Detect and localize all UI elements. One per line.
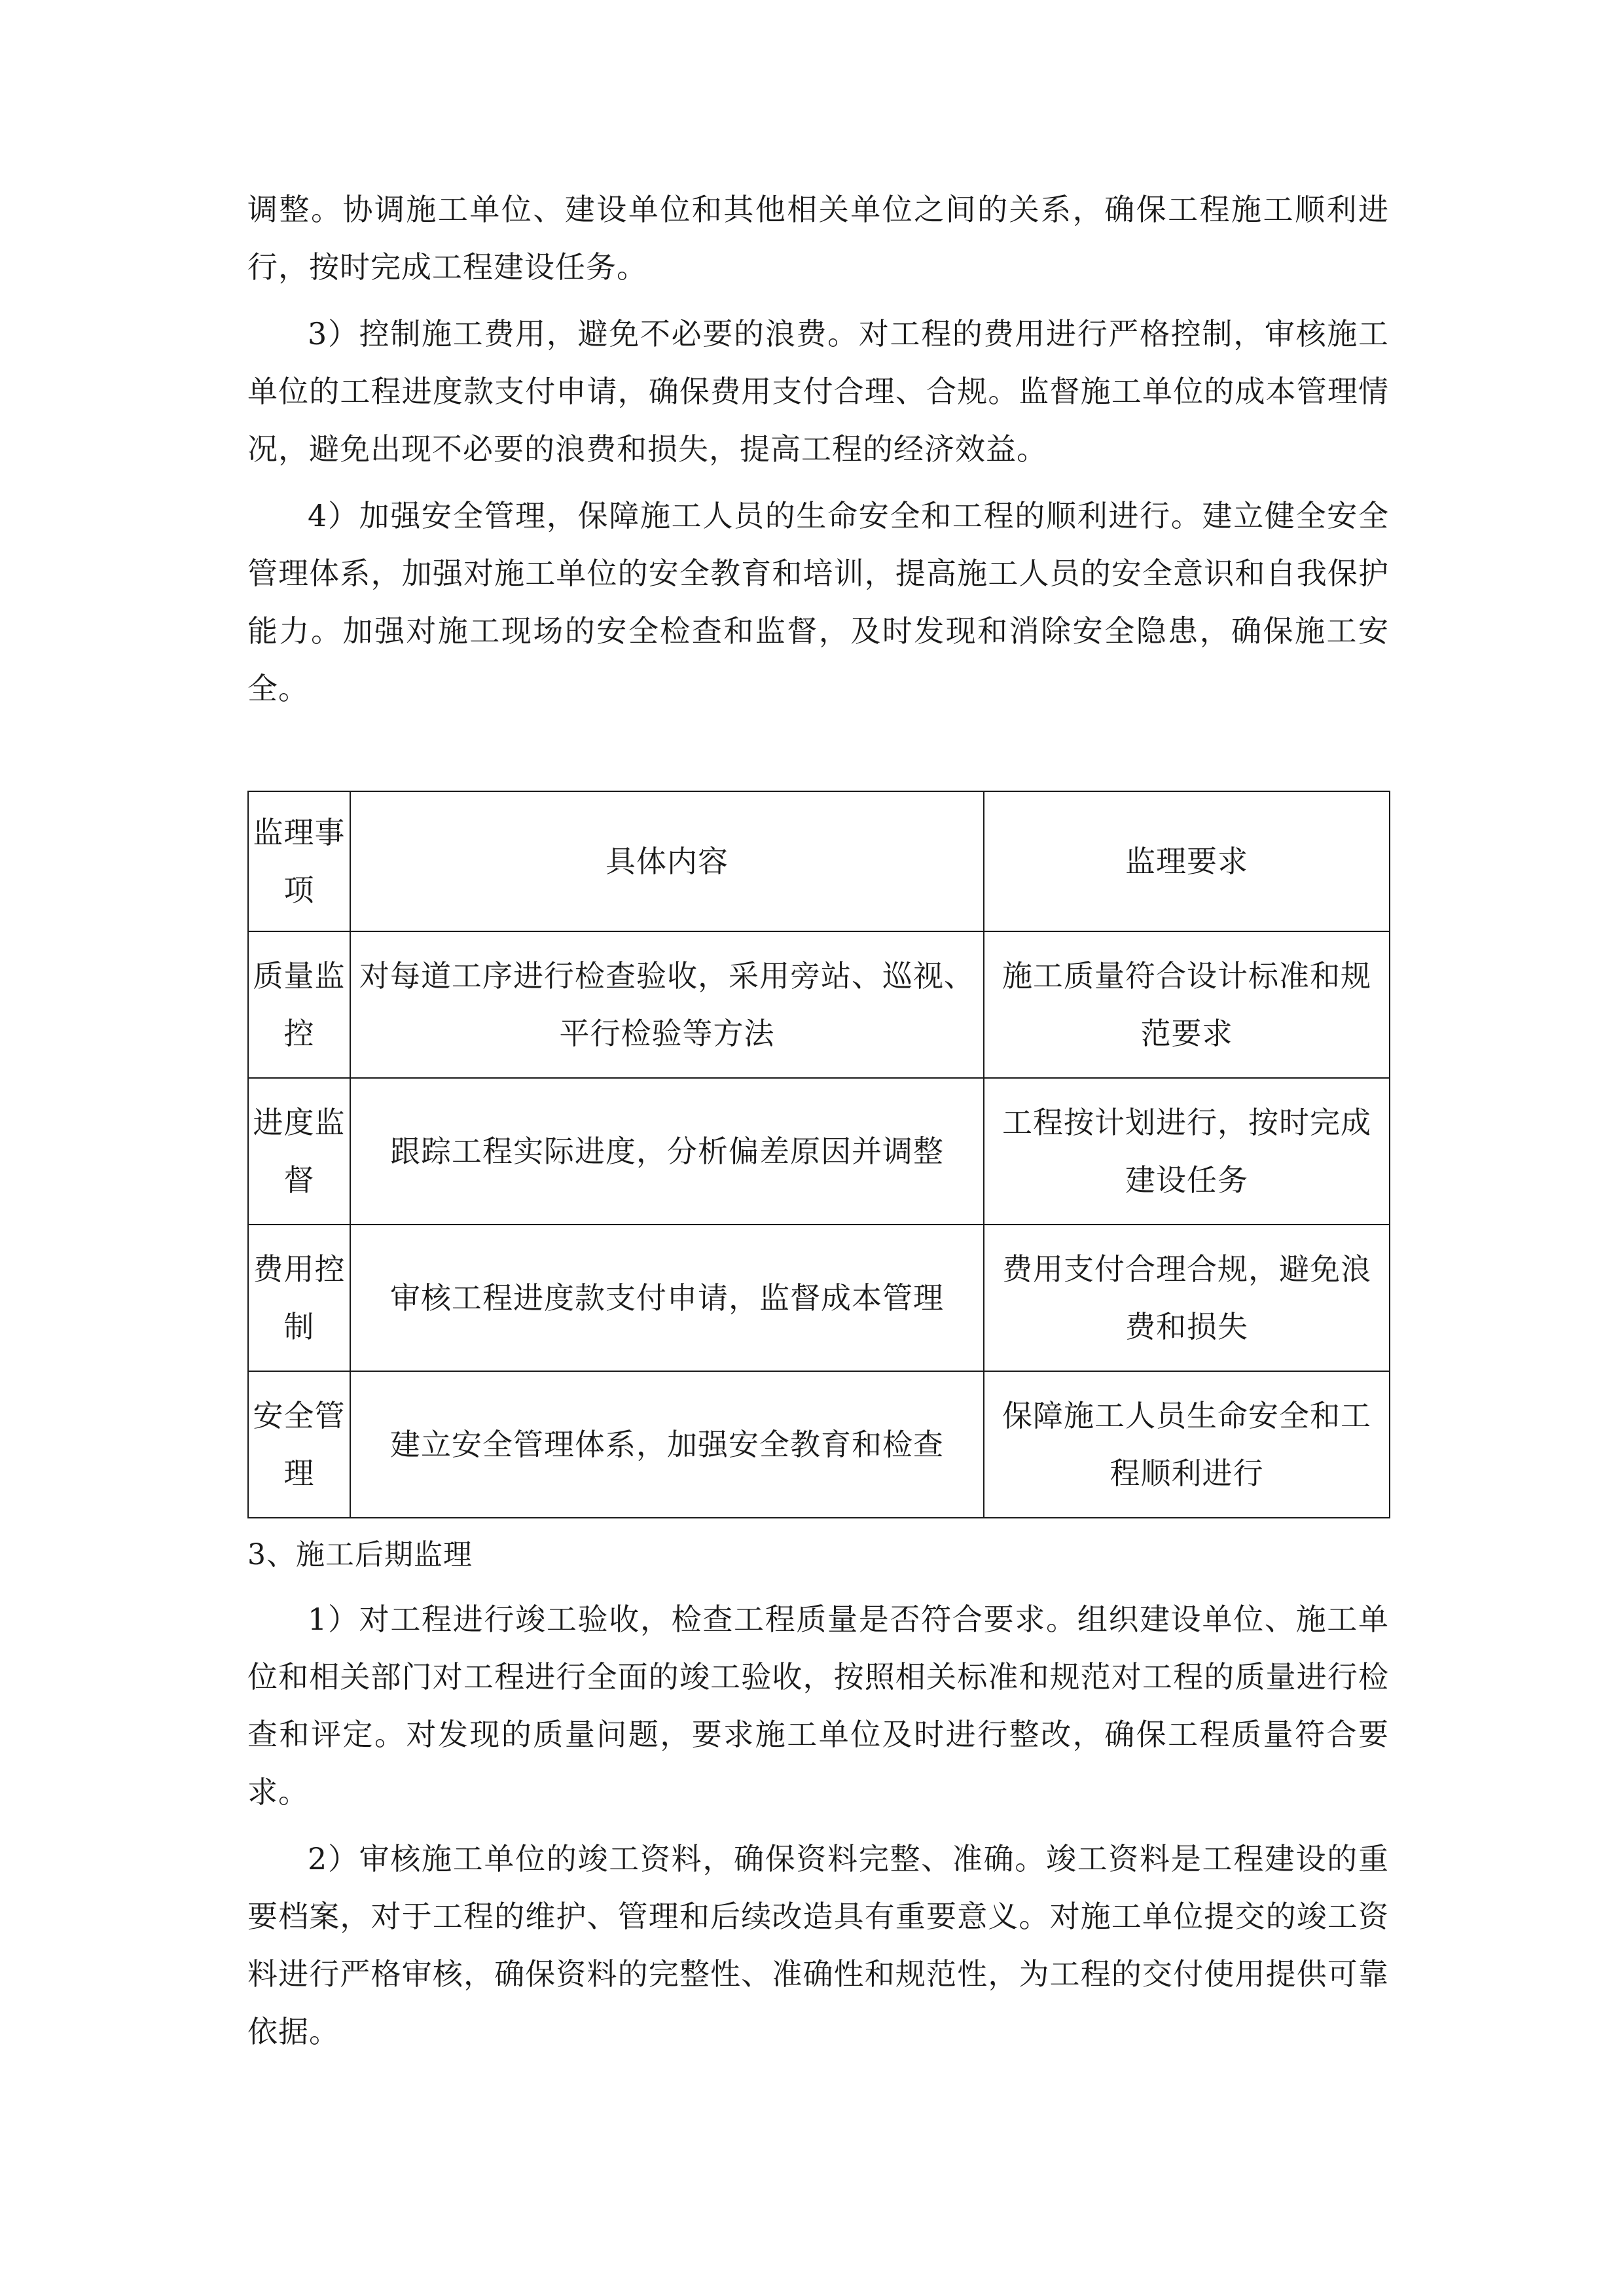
header-item: 监理事项: [248, 791, 350, 931]
cell-requirement: 工程按计划进行，按时完成建设任务: [984, 1078, 1390, 1225]
cell-content: 跟踪工程实际进度，分析偏差原因并调整: [350, 1078, 984, 1225]
cell-content: 建立安全管理体系，加强安全教育和检查: [350, 1371, 984, 1518]
paragraph-coordination: 调整。协调施工单位、建设单位和其他相关单位之间的关系，确保工程施工顺利进行，按时完成工程建设任务。: [247, 192, 1389, 285]
paragraph-completion-documents: 2）审核施工单位的竣工资料，确保资料完整、准确。竣工资料是工程建设的重要档案，对于工程的维护、管理和后续改造具有重要意义。对施工单位提交的竣工资料进行严格审核，确保资料的完整性、准确性和规范性，为工程的交付使用提供可靠依据。: [247, 1841, 1389, 2049]
cell-item: 费用控制: [248, 1225, 350, 1371]
cell-item: 进度监督: [248, 1078, 350, 1225]
section-heading: 3、施工后期监理: [247, 1538, 473, 1571]
cell-content: 对每道工序进行检查验收，采用旁站、巡视、平行检验等方法: [350, 931, 984, 1078]
table-row: [248, 1371, 1390, 1518]
cell-item: 安全管理: [248, 1371, 350, 1518]
cell-content: 审核工程进度款支付申请，监督成本管理: [350, 1225, 984, 1371]
cell-item: 质量监控: [248, 931, 350, 1078]
cell-requirement: 保障施工人员生命安全和工程顺利进行: [984, 1371, 1390, 1518]
header-content: 具体内容: [350, 791, 984, 931]
paragraph-safety-management: 4）加强安全管理，保障施工人员的生命安全和工程的顺利进行。建立健全安全管理体系，加强对施工单位的安全教育和培训，提高施工人员的安全意识和自我保护能力。加强对施工现场的安全检查和监督，及时发现和消除安全隐患，确保施工安全。: [247, 498, 1389, 706]
cell-requirement: 费用支付合理合规，避免浪费和损失: [984, 1225, 1390, 1371]
table-header-row: [248, 791, 1390, 931]
table-row: [248, 1078, 1390, 1225]
supervision-table: [247, 791, 1390, 1518]
document-body-top: [247, 181, 1389, 717]
header-requirement: 监理要求: [984, 791, 1390, 931]
document-body-bottom: [247, 1529, 1389, 2060]
paragraph-completion-acceptance: 1）对工程进行竣工验收，检查工程质量是否符合要求。组织建设单位、施工单位和相关部门对工程进行全面的竣工验收，按照相关标准和规范对工程的质量进行检查和评定。对发现的质量问题，要求施工单位及时进行整改，确保工程质量符合要求。: [247, 1602, 1389, 1810]
paragraph-cost-control: 3）控制施工费用，避免不必要的浪费。对工程的费用进行严格控制，审核施工单位的工程进度款支付申请，确保费用支付合理、合规。监督施工单位的成本管理情况，避免出现不必要的浪费和损失，提高工程的经济效益。: [247, 316, 1389, 467]
table-row: [248, 931, 1390, 1078]
cell-requirement: 施工质量符合设计标准和规范要求: [984, 931, 1390, 1078]
table-row: [248, 1225, 1390, 1371]
